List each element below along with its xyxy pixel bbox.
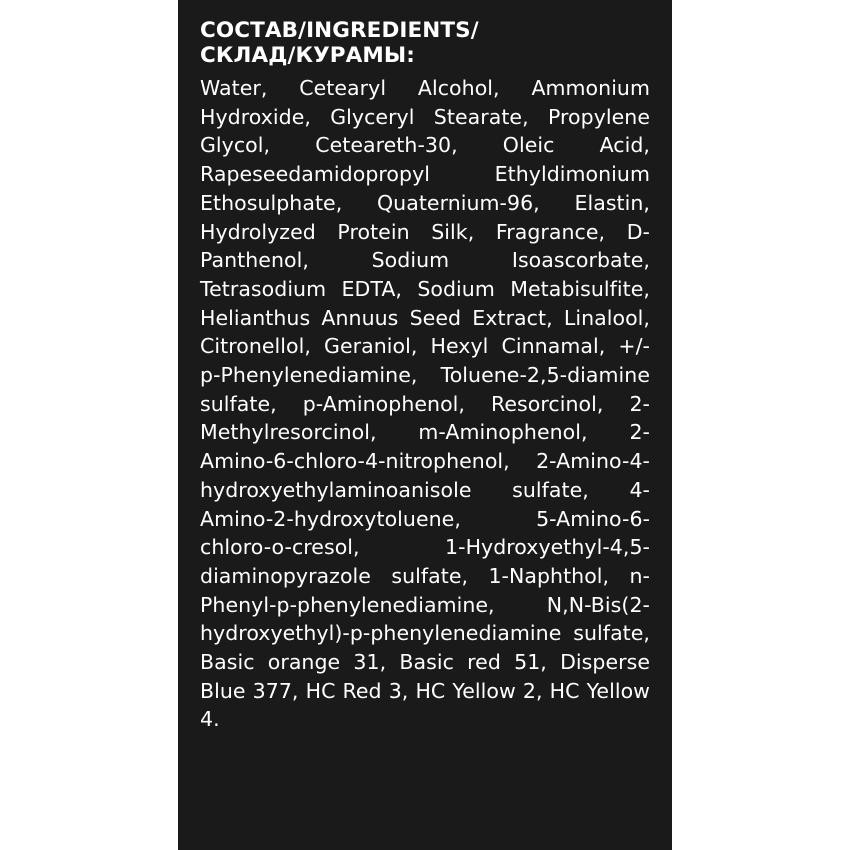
- ingredients-panel: [178, 0, 672, 850]
- ingredients-heading: [200, 18, 650, 68]
- ingredients-list-text: Water, Cetearyl Alcohol, Ammonium Hydroxide, Glyceryl Stearate, Propylene Glycol, Ceteareth-30, Oleic Acid, Rapeseedamidopropyl Ethyldimonium Ethosulphate, Quaternium-96, Elastin, Hydrolyzed Protein Silk, Fragrance, D-Panthenol, Sodium Isoascorbate, Tetrasodium EDTA, Sodium Metabisulfite, Helianthus Annuus Seed Extract, Linalool, Citronellol, Geraniol, Hexyl Cinnamal, +/- p-Phenylenediamine, Toluene-2,5-diamine sulfate, p-Aminophenol, Resorcinol, 2-Methylresorcinol, m-Aminophenol, 2-Amino-6-chloro-4-nitrophenol, 2-Amino-4-hydroxyethylaminoanisole sulfate, 4-Amino-2-hydroxytoluene, 5-Amino-6-chloro-o-cresol, 1-Hydroxyethyl-4,5-diaminopyrazole sulfate, 1-Naphthol, n-Phenyl-p-phenylenediamine, N,N-Bis(2-hydroxyethyl)-p-phenylenediamine sulfate, Basic orange 31, Basic red 51, Disperse Blue 377, HC Red 3, HC Yellow 2, HC Yellow 4.: [200, 76, 650, 732]
- ingredients-heading-line-2: СКЛАД/КУРАМЫ:: [200, 43, 415, 68]
- ingredients-heading-line-1: СОСТАВ/INGREDIENTS/: [200, 18, 479, 43]
